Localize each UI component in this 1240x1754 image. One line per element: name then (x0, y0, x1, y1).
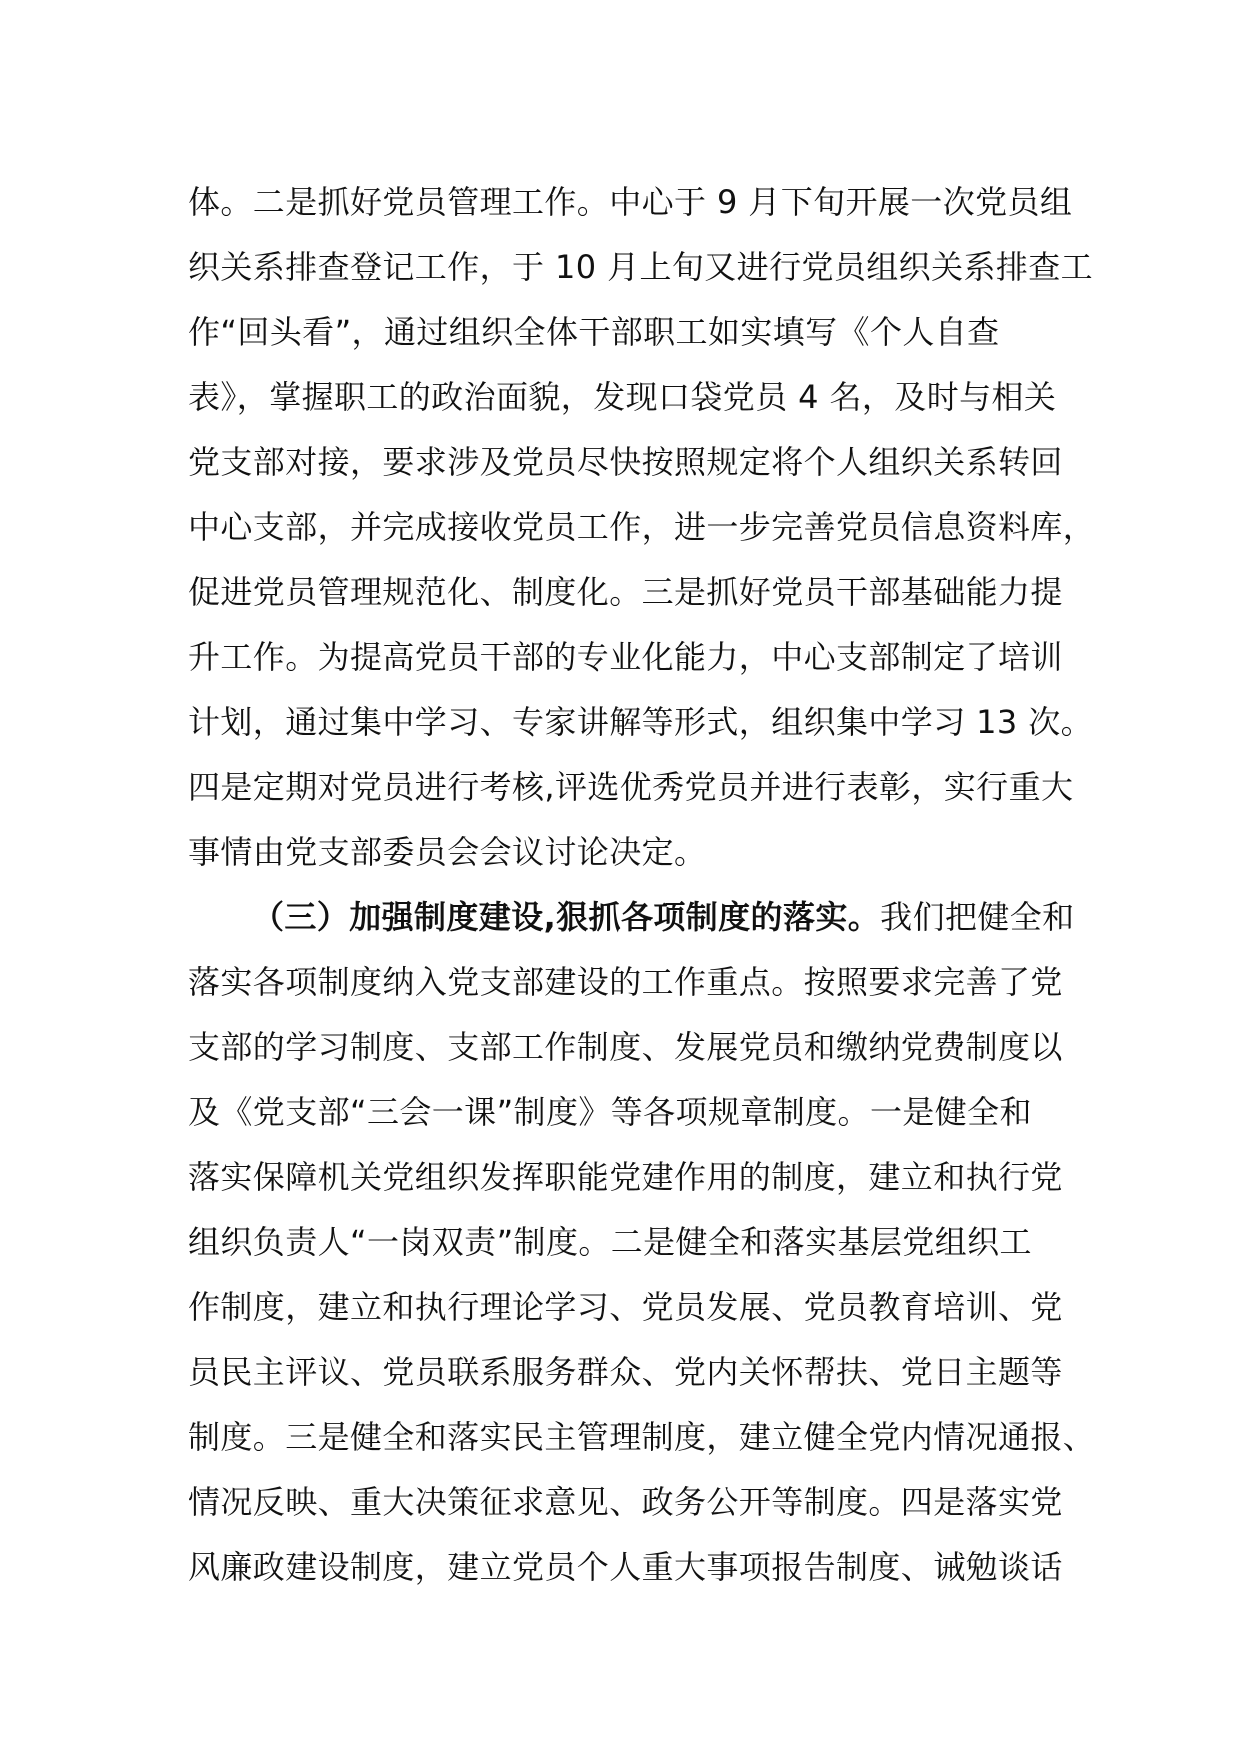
text-run: 我们把健全和 (880, 898, 1075, 936)
text-line: 落实保障机关党组织发挥职能党建作用的制度，建立和执行党 (188, 1158, 1063, 1196)
text-line: 四是定期对党员进行考核,评选优秀党员并进行表彰，实行重大 (188, 768, 1074, 806)
text-line: 落实各项制度纳入党支部建设的工作重点。按照要求完善了党 (188, 963, 1063, 1001)
body-text (188, 170, 1096, 1600)
paragraph-system-building (188, 885, 1096, 1600)
text-line-first (188, 885, 1088, 950)
section-heading: （三）加强制度建设,狠抓各项制度的落实。 (252, 898, 881, 936)
text-line: 组织负责人“一岗双责”制度。二是健全和落实基层党组织工 (188, 1223, 1032, 1261)
text-line: 作制度，建立和执行理论学习、党员发展、党员教育培训、党 (188, 1288, 1063, 1326)
text-line: 作“回头看”，通过组织全体干部职工如实填写《个人自查 (188, 313, 1000, 351)
text-line: 支部的学习制度、支部工作制度、发展党员和缴纳党费制度以 (188, 1028, 1063, 1066)
text-line: 制度。三是健全和落实民主管理制度，建立健全党内情况通报、 (188, 1418, 1096, 1456)
text-line: 促进党员管理规范化、制度化。三是抓好党员干部基础能力提 (188, 573, 1063, 611)
text-line: 风廉政建设制度，建立党员个人重大事项报告制度、诫勉谈话 (188, 1548, 1063, 1586)
text-line: 及《党支部“三会一课”制度》等各项规章制度。一是健全和 (188, 1093, 1032, 1131)
text-line: 中心支部，并完成接收党员工作，进一步完善党员信息资料库， (188, 508, 1096, 546)
text-line: 情况反映、重大决策征求意见、政务公开等制度。四是落实党 (188, 1483, 1063, 1521)
text-line: 员民主评议、党员联系服务群众、党内关怀帮扶、党日主题等 (188, 1353, 1063, 1391)
paragraph-party-member-management (188, 170, 1096, 885)
text-line: 表》，掌握职工的政治面貌，发现口袋党员 4 名，及时与相关 (188, 378, 1057, 416)
text-line: 计划，通过集中学习、专家讲解等形式，组织集中学习 13 次。 (188, 703, 1094, 741)
text-line: 党支部对接，要求涉及党员尽快按照规定将个人组织关系转回 (188, 443, 1063, 481)
text-line: 事情由党支部委员会会议讨论决定。 (188, 833, 707, 871)
text-line: 织关系排查登记工作，于 10 月上旬又进行党员组织关系排查工 (188, 248, 1094, 286)
text-line: 体。二是抓好党员管理工作。中心于 9 月下旬开展一次党员组 (188, 183, 1073, 221)
text-line: 升工作。为提高党员干部的专业化能力，中心支部制定了培训 (188, 638, 1063, 676)
